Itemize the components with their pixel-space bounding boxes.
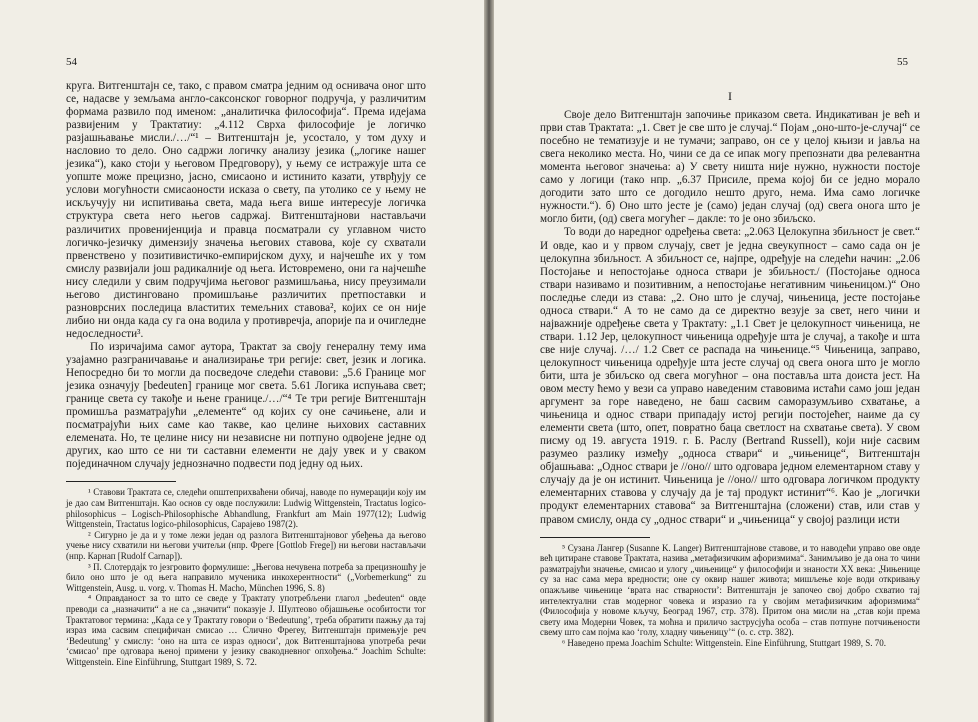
left-text-column (66, 80, 426, 668)
footnote-rule (540, 537, 650, 538)
footnote: ⁵ Сузана Лангер (Susanne K. Langer) Витгенштајнове ставове, и то наводећи управо ове овде већ цитиране ставове Трактата, назива „метафизичким афоризмима“. Занимљиво је да она то чини разматрајући значење, смисао и улогу „чињенице“ у философији и знаности XX века: „Чињенице су за нас сама мера вредности; оне су оквир нашег живота; мишљење које води откривању опажљиве чињенице ‘врата нас стварности’: Витгенштајн је започео свој добро схватио тај интелектуални став модерног човека и изразио га у својим метафизичким афоризмима“ (Философија у новоме кључу, Београд 1967, стр. 378). Притом она мисли на „став који према свету има Модерни Човек, та моћна и приличо заструсјућа особа – став потпуне потчињености свему што сам појма као ‘голу, хладну чињеницу’“ (о. с. стр. 382). (540, 542, 920, 638)
page-number: 54 (66, 56, 77, 68)
paragraph: круга. Витгенштајн се, тако, с правом сматра једним од оснивача оног што се, надасве у земљама англо-саксонског говорног подручја, у различитим формама развило под именом: „аналитичка философија“. Према идејама развијеним у Трактатиу: „4.112 Сврха философије је логичко разјашњавање мисли./…/“¹ – Витгенштајн је, усостало, у том духу и насловио то дело. Оно садржи логичку анализу језика („логике нашег језика“), како стоји у његовом Предговору), у њему се истражује шта се уопште може прецизно, јасно, смисаоно и истинито казати, утврђују се услови могућности смисаоности исказа о свету, па утолико се у њему не искључују ни испитивања света, мада њега више интересује логичка структура света него његов садржај. Витгенштајнови настављачи различитих провенијенција и правца посматрали су углавном чисто логичко-језичку димензију значења његових ставова, које су схватали првенствено у позитивистичко-емпиријском духу, и најчешће их у том смислу развијали још радикалније од њега. Истовремено, они га најчешће нису следили у свим подручјима његовог размишљања, нису преузимали његово дистинговано промишљање различитих претпоставки и разноврсних последица властитих темељних ставова², којих се он није либио ни онда када су га она водила у противречја, апорије па и очигледне недоследности³. (66, 80, 426, 340)
left-page (0, 0, 484, 722)
footnote: ³ П. Слотердајк то језгровито формулише: „Његова нечувена потреба за прецизношћу је било оно што је од њега направило мученика инкохерентности“ („Vorbemerkung“ zu Wittgenstein, Ausg. u. vorg. v. Thomas H. Macho, München 1996, S. 8) (66, 561, 426, 593)
footnote: ⁴ Оправданост за то што се сведе у Трактату употребљени глагол „bedeuten“ овде преводи са „назначити“ а не са „значити“ показује Ј. Шултеово објашњење особитости тог Трактатовог термина: „Када се у Трактату говори о ‘Bedeutung’, треба обратити пажњу да тај израз има сасвим специфичан смисао … Слично Фрегеу, Витгенштајн примењује реч ‘Bedeutung’ у смислу: ‘оно на шта се израз односи’, док Витгенштајнова употреба речи ‘смисао’ пре одговара њеној примени у језику свакодневног опхођења.“ Joachim Schulte: Wittgenstein. Eine Einführung, Stuttgart 1989, S. 72. (66, 593, 426, 667)
footnote: ² Сигурно је да и у томе лежи један од разлога Витгенштајновог убеђења да његово учење нису схватили ни његови учитељи (нпр. Фреге [Gottlob Frege]) ни његови настављачи (нпр. Карнап [Rudolf Carnap]). (66, 529, 426, 561)
right-text-column (540, 90, 920, 648)
paragraph: По изричајима самог аутора, Трактат за своју генералну тему има узајамно разграничавање и анализирање три регије: свет, језик и логика. Непосредно би то могли да посведоче следећи ставови: „5.6 Границе мог језика означују [bedeuten] границе мог света. 5.61 Логика испуњава свет; границе света су такође и њене границе./…/“⁴ Те три регије Витгенштајн промишља разматрајући „елементе“ од којих су оне сачињене, али и посматрајући њих саме као такве, као целине њихових саставних елемената. Но, те целине нису ни независне ни потпуно одвојене једне од других, као што се ни ти саставни елементи не дају увек и у сваком појединачном случају једнозначно подвести под једну од њих. (66, 340, 426, 471)
footnotes (540, 543, 920, 649)
paragraph: Своје дело Витгенштајн започиње приказом света. Индикативан је већ и први став Трактата: „1. Свет је све што је случај.“ Појам „оно-што-је-случај“ се посебно не тематизује и не тумачи; заправо, он се у целој књизи и јавља на свега неколико места. Но, чини се да се ипак могу препознати два релевантна момента његовог значења: а) У свету ништа није нужно, нужности постоје само у логици (тако нпр. „6.37 Присиле, према којој би се једно морало догодити зато што се догодило нешто друго, нема. Има само логичке нужности.“). б) Оно што јесте је (само) један случај (од) свега онога што је могло бити, (од) свега могућег – дакле: то је оно збиљско. (540, 109, 920, 226)
footnote-rule (66, 481, 176, 482)
footnote: ⁶ Наведено према Joachim Schulte: Wittgenstein. Eine Einführung, Stuttgart 1989, S. 70. (562, 637, 886, 648)
footnotes (66, 487, 426, 667)
section-heading: I (728, 89, 732, 103)
book-spine (484, 0, 494, 722)
footnote: ¹ Ставови Трактата се, следећи општеприхваћени обичај, наводе по нумерацији коју им је дао сам Витгенштајн. Као основ су овде послужили: Ludwig Wittgenstein, Tractatus logico-philosophicus – Logisch-Philosophische Abhandlung, Frankfurt am Main 1977(12); Ludwig Wittgenstein, Tractatus logico-philosophicus, Сарајево 1987(2). (66, 487, 426, 530)
paragraph: То води до наредног одређења света: „2.063 Целокупна збиљност је свет.“ И овде, као и у првом случају, свет је једна свеукупност – само сада он је целокупна збиљност. А збиљност се, најпре, одређује на следећи начин: „2.06 Постојање и непостојање односа ствари је збиљност./ (Постојање односа ствари називамо и позитивним, а непостојање негативним чињеницом.)“ Оно последње следи из става: „2. Оно што је случај, чињеница, јесте постојање односа ствари.“ А то не само да се директно везује за свет, него чини и најважније одређење света у Трактату: „1.1 Свет је целокупност чињеница, не ствари. 1.12 Јер, целокупност чињеница одређује шта је случај, а такође и шта све није случај. /…/ 1.2 Свет се распада на чињенице.“⁵ Чињеница, заправо, целокупност чињеница одређује шта јесте случај од свега онога што је могло бити, шта је збиљско од свега могућног – она поставља шта доиста јест. На овом месту ћемо у вези са управо наведеним ставовима истаћи само још један аргумент за горе наведено, не баш сасвим саморазумљиво схватање, а чињеница и однос ствари припадају истој регији постојећег, наиме да су елементи света (што, опет, повратно баца светлост на схватање света). У свом писму од 19. августа 1919. г. Б. Раслу (Bertrand Russell), који није сасвим разумео разлику између „односа ствари“ и „чињенице“, Витгенштајн објашњава: „Однос ствари је //оно// што одговара једном елементарном ставу у случају да је он истинит. Чињеница је //оно// што одговара логичком продукту елементарних ставова у случају да је тај продукт истинит“⁶. Као је „логички продукт елементарних ставова“ за Витгенштајна (сложени) став, или став у правом смислу, онда су „однос ствари“ и „чињеница“ у својој разлици исти (540, 226, 920, 526)
right-page (494, 0, 978, 722)
page-number: 55 (897, 56, 908, 68)
